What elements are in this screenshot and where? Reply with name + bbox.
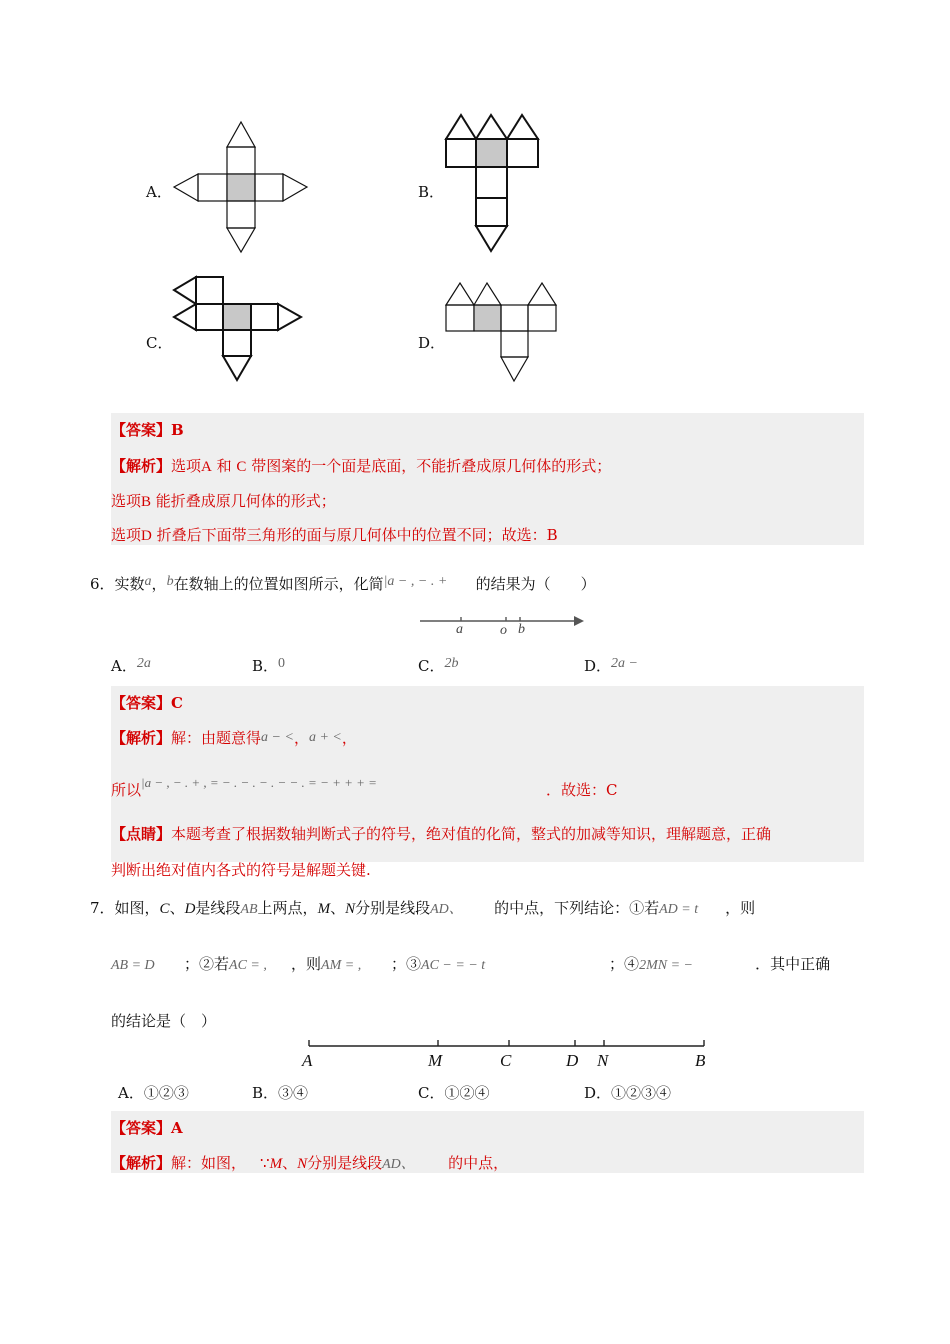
- math-expression: |a − , − . + , = − . − . − . − − . = − + + + =: [141, 775, 377, 790]
- math-var: M: [317, 901, 331, 917]
- math-expression: AB = D: [111, 958, 155, 973]
- analysis-text: 带图案的一个面是底面，不能折叠成原几何体的形式；: [246, 457, 612, 475]
- answer-tag: 【答案】: [111, 421, 172, 439]
- question-text: ，则: [725, 899, 756, 917]
- math-expression: AB: [240, 902, 258, 917]
- analysis-tag: 【解析】: [111, 1154, 172, 1172]
- question-text: ；③: [391, 955, 422, 973]
- note-text: 判断出绝对值内各式的符号是解题关键.: [111, 861, 371, 879]
- option-b-label: B．: [418, 183, 445, 201]
- analysis-text: 选项: [111, 526, 142, 544]
- point-label-n: N: [597, 1051, 609, 1070]
- question-text: 在数轴上的位置如图所示，化简: [173, 575, 384, 593]
- math-expression: AM = ,: [321, 958, 362, 973]
- question-text: 的结论是（ ）: [111, 1012, 217, 1030]
- analysis-text: 选项: [111, 492, 142, 510]
- q7-analysis-line-1: [111, 1152, 508, 1173]
- answer-value: B: [171, 421, 184, 439]
- answer-tag: 【答案】: [111, 1119, 172, 1137]
- analysis-text: 和: [211, 457, 237, 475]
- option-d-label: D．: [418, 334, 446, 352]
- analysis-text: 解：如图，: [171, 1154, 247, 1172]
- option-label: D．: [584, 657, 612, 675]
- analysis-text: ．故选：C: [546, 781, 618, 799]
- option-a-label: A．: [146, 183, 172, 201]
- math-expression: AC = ,: [229, 958, 267, 973]
- math-var: N: [345, 901, 356, 917]
- question-text: ；④: [609, 955, 640, 973]
- question-text: 分别是线段: [355, 899, 431, 917]
- answer-tag: 【答案】: [111, 694, 172, 712]
- axis-label-a: a: [456, 622, 463, 637]
- note-tag: 【点睛】: [111, 825, 172, 843]
- question-text: 、: [330, 899, 346, 917]
- analysis-text: 选项: [171, 457, 202, 475]
- question-text: 是线段: [195, 899, 241, 917]
- math-expression: 2MN = −: [639, 958, 693, 973]
- math-expression: a − <: [261, 730, 294, 745]
- question-text: 6．实数: [90, 575, 145, 593]
- question-text: ．其中正确: [755, 955, 831, 973]
- note-text: 本题考查了根据数轴判断式子的符号，绝对值的化简，整式的加减等知识，理解题意，正确: [171, 825, 772, 843]
- analysis-option: B: [141, 494, 152, 510]
- math-expression: a + <: [308, 730, 342, 745]
- option-value: 2b: [444, 656, 459, 671]
- question-text: 的中点，下列结论：①若: [494, 899, 660, 917]
- analysis-text: ，: [341, 729, 357, 747]
- analysis-text: 的中点，: [448, 1154, 509, 1172]
- option-value: 2a −: [611, 656, 638, 671]
- analysis-text: 能折叠成原几何体的形式；: [151, 492, 336, 510]
- math-var: M: [269, 1156, 283, 1172]
- q7-option-b[interactable]: B．③④: [252, 1084, 309, 1102]
- point-label-a: A: [302, 1051, 313, 1070]
- question-text: ，则: [291, 955, 322, 973]
- answer-value: A: [171, 1119, 183, 1137]
- question-text: 上两点，: [257, 899, 318, 917]
- analysis-option: D: [141, 528, 152, 544]
- math-expression: AD、: [430, 902, 463, 917]
- option-label: B．: [252, 657, 279, 675]
- math-expression: AD = t: [659, 902, 699, 917]
- analysis-text: 折叠后下面带三角形的面与原几何体中的位置不同；故选：B: [151, 526, 558, 544]
- option-value: 2a: [136, 656, 151, 671]
- axis-label-o: o: [500, 623, 507, 638]
- axis-label-b: b: [518, 622, 525, 637]
- analysis-text: 所以: [111, 781, 142, 799]
- point-label-b: B: [695, 1051, 706, 1070]
- option-c-label: C．: [146, 334, 173, 352]
- q7-option-c[interactable]: C．①②④: [418, 1084, 490, 1102]
- math-var: C: [159, 901, 170, 917]
- analysis-tag: 【解析】: [111, 729, 172, 747]
- math-var: b: [166, 574, 174, 589]
- question-text: 7．如图，: [90, 899, 160, 917]
- math-var: a: [144, 574, 152, 589]
- analysis-text: ，: [293, 729, 309, 747]
- math-var: D: [184, 901, 196, 917]
- math-var: N: [297, 1156, 308, 1172]
- because-symbol: ∵: [260, 1154, 270, 1172]
- analysis-option: A: [201, 459, 212, 475]
- option-label: C．: [418, 657, 445, 675]
- point-label-m: M: [428, 1051, 443, 1070]
- answer-value: C: [171, 694, 183, 712]
- question-text: ，: [151, 575, 167, 593]
- analysis-text: 分别是线段: [307, 1154, 383, 1172]
- question-text: 、: [169, 899, 185, 917]
- option-value: 0: [278, 656, 286, 671]
- q7-option-d[interactable]: D．①②③④: [584, 1084, 672, 1102]
- analysis-tag: 【解析】: [111, 457, 172, 475]
- point-label-c: C: [500, 1051, 512, 1070]
- option-label: A．: [111, 657, 137, 675]
- math-expression: AD、: [382, 1157, 415, 1172]
- point-label-d: D: [566, 1051, 579, 1070]
- question-text: 的结果为（ ）: [475, 575, 596, 593]
- q7-answer-line: [111, 1117, 183, 1138]
- math-expression: AC − = − t: [421, 958, 486, 973]
- analysis-option: C: [236, 459, 247, 475]
- math-expression: |a − , − . +: [383, 574, 448, 589]
- question-text: ；②若: [184, 955, 230, 973]
- analysis-text: 、: [282, 1154, 298, 1172]
- analysis-text: 解：由题意得: [171, 729, 262, 747]
- q7-option-a[interactable]: A．①②③: [118, 1084, 189, 1102]
